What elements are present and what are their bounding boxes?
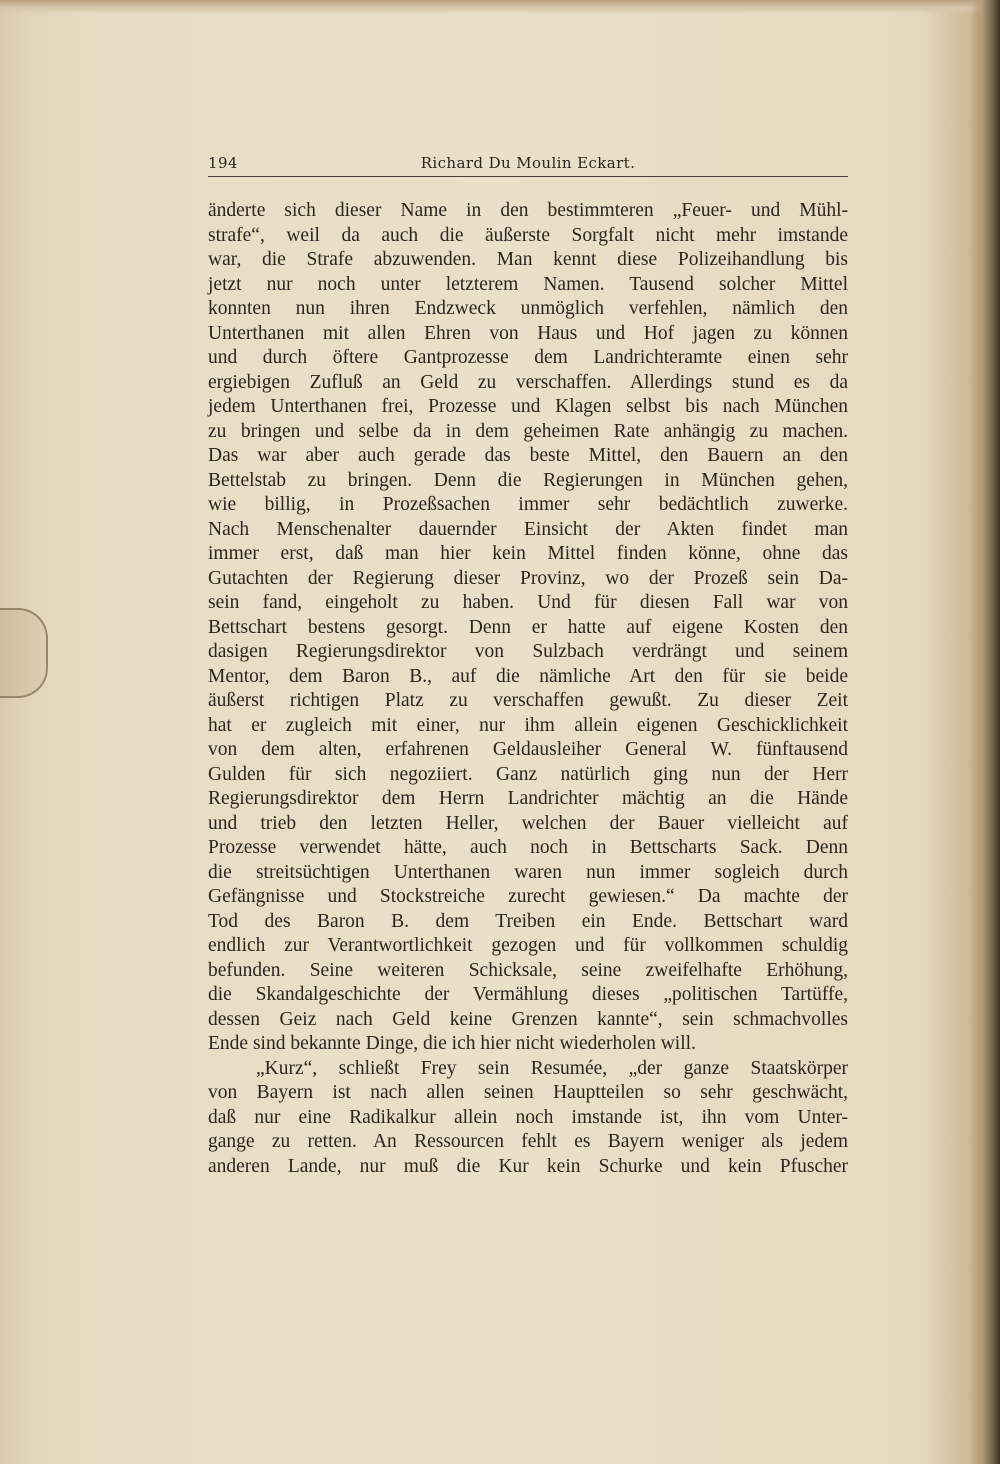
text-line: befunden. Seine weiteren Schicksale, seine zweifelhafte Erhöhung, — [208, 959, 848, 981]
text-line: änderte sich dieser Name in den bestimmteren „Feuer- und Mühl- — [208, 200, 848, 221]
text-line: daß nur eine Radikalkur allein noch imstande ist, ihn vom Unter- — [208, 1106, 848, 1128]
text-line: Prozesse verwendet hätte, auch noch in Bettscharts Sack. Denn — [208, 837, 848, 858]
text-line: Ende sind bekannte Dinge, die ich hier nicht wiederholen will. — [208, 1033, 696, 1054]
text-line: „Kurz“, schließt Frey sein Resumée, „der ganze Staatskörper — [256, 1057, 848, 1079]
text-line: Unterthanen mit allen Ehren von Haus und Hof jagen zu können — [208, 322, 848, 344]
running-header — [208, 150, 848, 177]
body-text — [208, 199, 848, 1179]
text-line: dasigen Regierungsdirektor von Sulzbach verdrängt und seinem — [208, 641, 848, 662]
text-line: Nach Menschenalter dauernder Einsicht der Akten findet man — [208, 518, 848, 540]
text-line: die streitsüchtigen Unterthanen waren nun immer sogleich durch — [208, 861, 848, 883]
text-line: Das war aber auch gerade das beste Mittel, den Bauern an den — [208, 445, 848, 466]
text-line: und durch öftere Gantprozesse dem Landrichteramte einen sehr — [208, 347, 848, 368]
page-number: 194 — [208, 154, 238, 172]
text-line: Gutachten der Regierung dieser Provinz, wo der Prozeß sein Da- — [208, 567, 848, 589]
text-line: sein fand, eingeholt zu haben. Und für diesen Fall war von — [208, 592, 848, 613]
text-line: jedem Unterthanen frei, Prozesse und Klagen selbst bis nach München — [208, 396, 848, 417]
book-spine-edge — [970, 0, 1000, 1464]
text-line: dessen Geiz nach Geld keine Grenzen kannte“, sein schmachvolles — [208, 1008, 848, 1030]
running-title: Richard Du Moulin Eckart. — [420, 154, 636, 172]
text-line: Tod des Baron B. dem Treiben ein Ende. Bettschart ward — [208, 910, 848, 932]
text-line: hat er zugleich mit einer, nur ihm allein eigenen Geschicklichkeit — [208, 714, 848, 736]
text-line: Gulden für sich negoziiert. Ganz natürlich ging nun der Herr — [208, 763, 848, 785]
text-line: Bettschart bestens gesorgt. Denn er hatte auf eigene Kosten den — [208, 616, 848, 638]
text-line: war, die Strafe abzuwenden. Man kennt diese Polizeihandlung bis — [208, 249, 848, 270]
text-line: die Skandalgeschichte der Vermählung dieses „politischen Tartüffe, — [208, 984, 848, 1005]
text-line: wie billig, in Prozeßsachen immer sehr bedächtlich zuwerke. — [208, 494, 848, 515]
page-clip-shadow — [0, 608, 48, 698]
text-line: gange zu retten. An Ressourcen fehlt es Bayern weniger als jedem — [208, 1131, 848, 1152]
text-line: ergiebigen Zufluß an Geld zu verschaffen. Allerdings stund es da — [208, 371, 848, 393]
text-line: strafe“, weil da auch die äußerste Sorgfalt nicht mehr imstande — [208, 224, 848, 246]
text-line: Gefängnisse und Stockstreiche zurecht gewiesen.“ Da machte der — [208, 886, 848, 907]
text-line: und trieb den letzten Heller, welchen der Bauer vielleicht auf — [208, 812, 848, 834]
text-line: von dem alten, erfahrenen Geldausleiher General W. fünftausend — [208, 739, 848, 760]
text-line: Regierungsdirektor dem Herrn Landrichter mächtig an die Hände — [208, 788, 848, 809]
text-line: Bettelstab zu bringen. Denn die Regierungen in München gehen, — [208, 469, 848, 491]
text-line: jetzt nur noch unter letzterem Namen. Tausend solcher Mittel — [208, 273, 848, 295]
text-line: anderen Lande, nur muß die Kur kein Schurke und kein Pfuscher — [208, 1155, 848, 1177]
text-line: zu bringen und selbe da in dem geheimen Rate anhängig zu machen. — [208, 420, 848, 442]
page-content — [208, 150, 848, 1179]
text-line: endlich zur Verantwortlichkeit gezogen und für vollkommen schuldig — [208, 935, 848, 956]
text-line: von Bayern ist nach allen seinen Hauptteilen so sehr geschwächt, — [208, 1082, 848, 1103]
text-line: immer erst, daß man hier kein Mittel finden könne, ohne das — [208, 543, 848, 564]
text-line: konnten nun ihren Endzweck unmöglich verfehlen, nämlich den — [208, 298, 848, 319]
text-line: äußerst richtigen Platz zu verschaffen gewußt. Zu dieser Zeit — [208, 690, 848, 711]
text-line: Mentor, dem Baron B., auf die nämliche Art den für sie beide — [208, 665, 848, 687]
page-top-edge — [0, 0, 1000, 14]
